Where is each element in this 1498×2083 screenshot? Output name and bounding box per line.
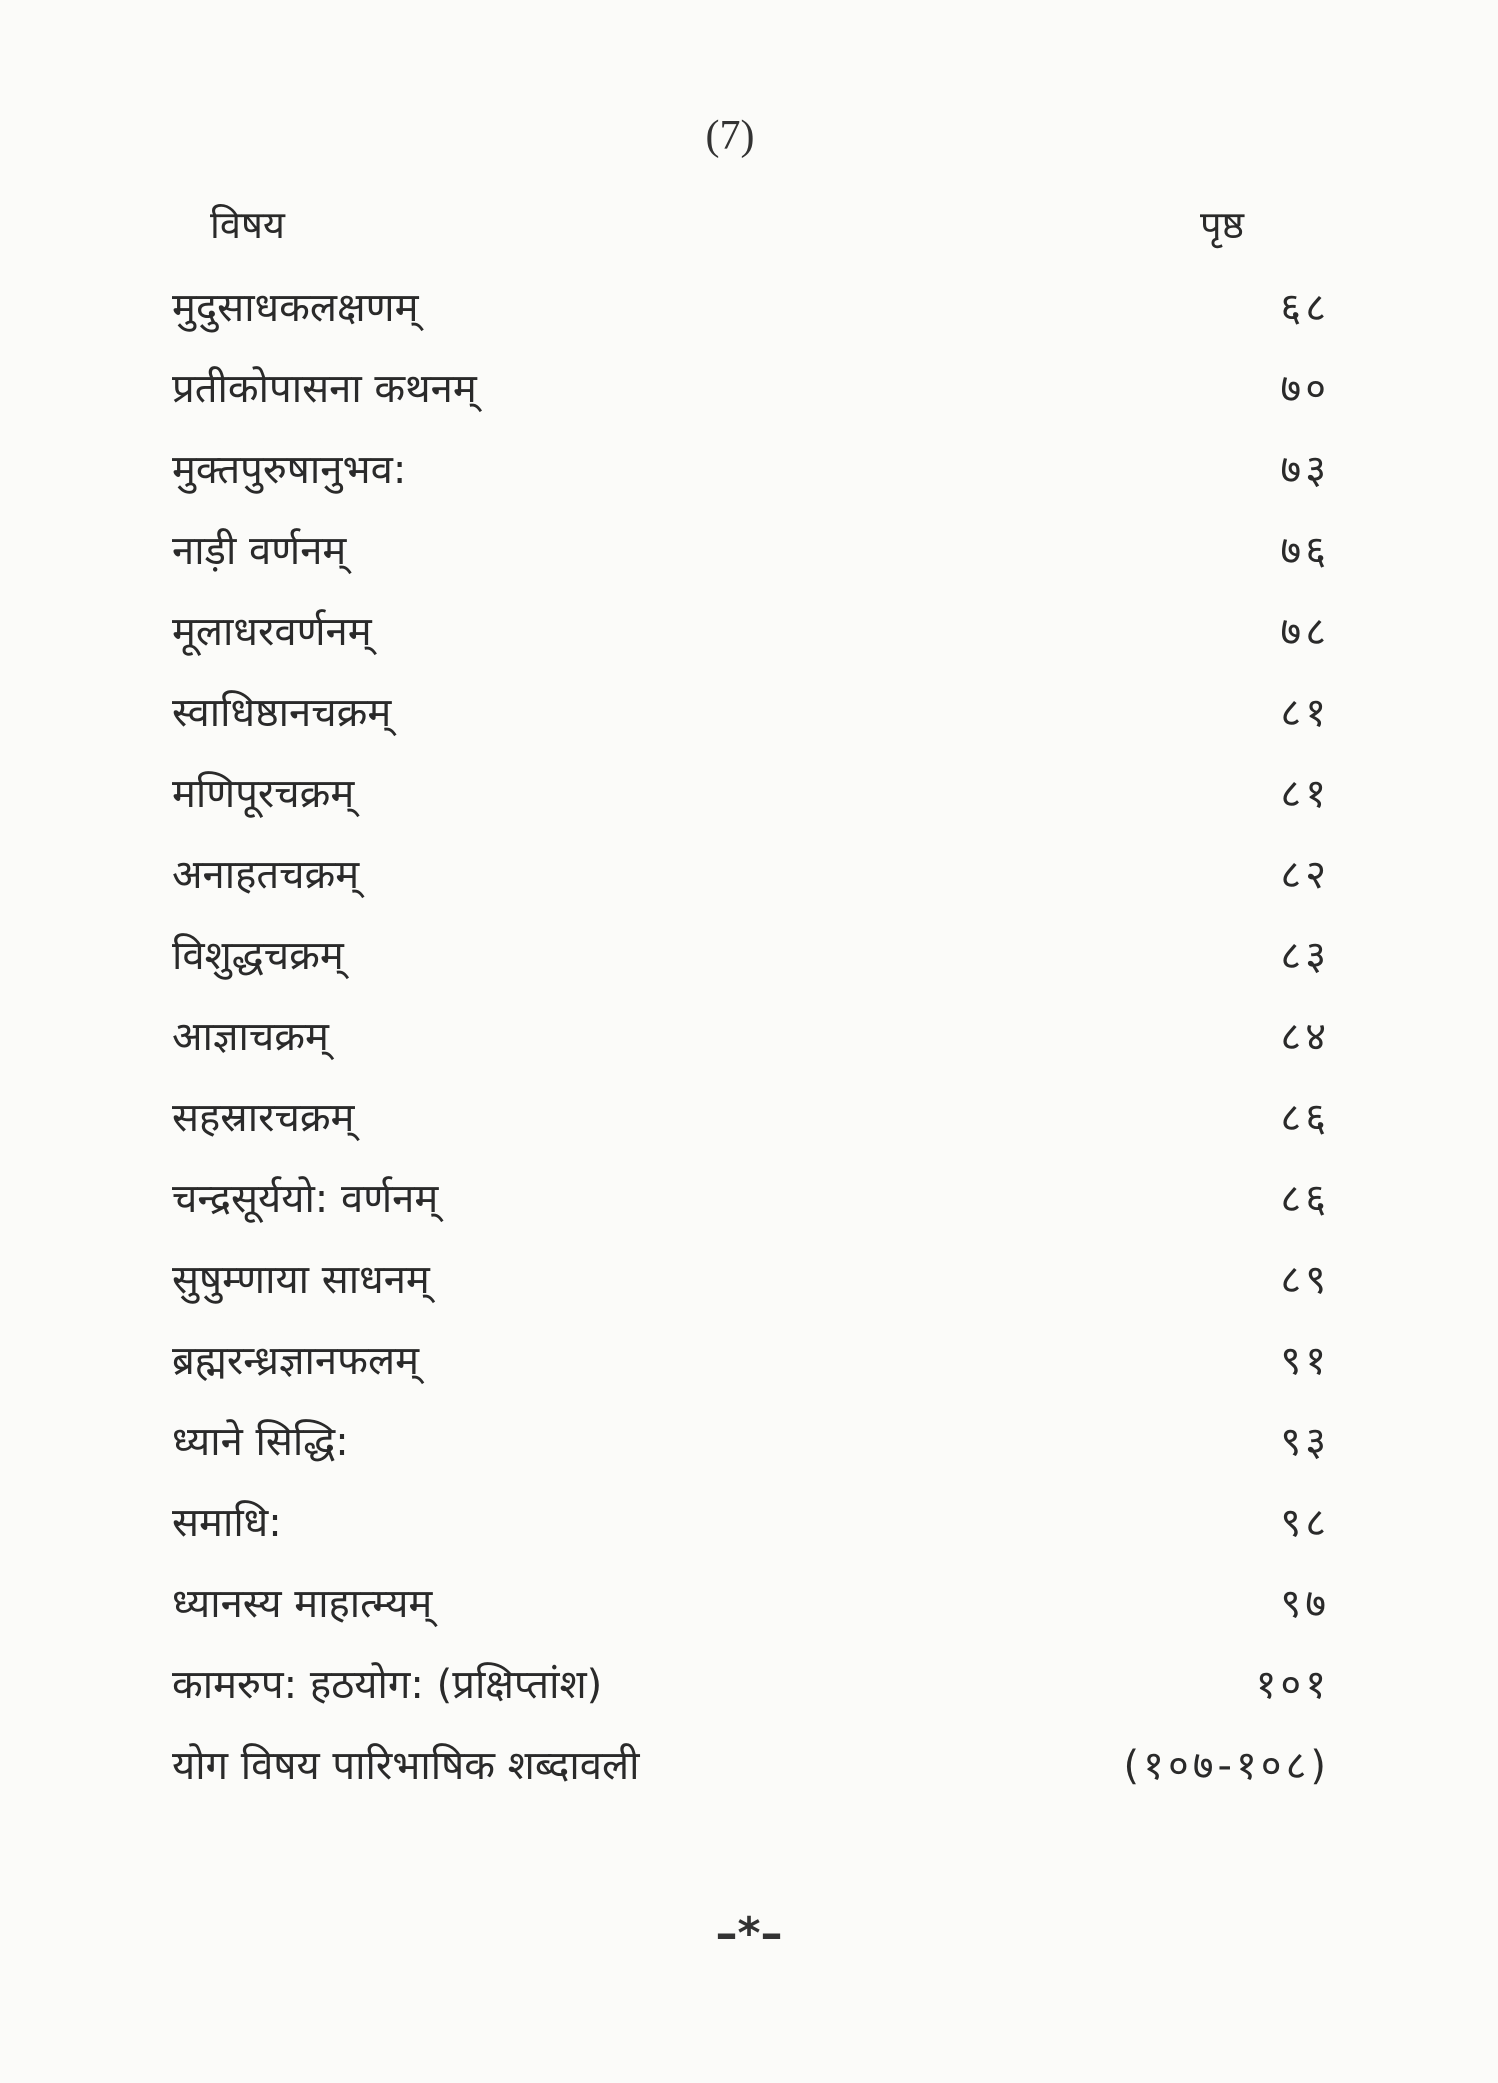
entry-page: १०१ [1255, 1662, 1330, 1708]
entry-page: ८२ [1280, 852, 1330, 898]
entry-title: सुषुम्णाया साधनम् [172, 1257, 430, 1303]
toc-entry [0, 359, 1498, 440]
entry-page: ७३ [1280, 447, 1330, 493]
entry-page: ९१ [1280, 1338, 1330, 1384]
entry-title: मुदुसाधकलक्षणम् [172, 285, 419, 331]
entry-page: ८६ [1280, 1176, 1330, 1222]
toc-entry [0, 602, 1498, 683]
page-column-heading: पृष्ठ [1200, 203, 1244, 247]
toc-entry [0, 1169, 1498, 1250]
toc-entry [0, 683, 1498, 764]
end-mark: –*– [715, 1908, 783, 1959]
toc-entry [0, 1250, 1498, 1331]
toc-entry [0, 1493, 1498, 1574]
entry-title: समाधि: [172, 1500, 282, 1546]
entry-title: स्वाधिष्ठानचक्रम् [172, 690, 392, 736]
entry-title: अनाहतचक्रम् [172, 852, 360, 898]
table-of-contents [0, 278, 1498, 1817]
toc-entry [0, 1088, 1498, 1169]
toc-entry [0, 1655, 1498, 1736]
entry-title: प्रतीकोपासना कथनम् [172, 366, 477, 412]
entry-page: ८१ [1280, 771, 1330, 817]
entry-page: ६८ [1280, 285, 1330, 331]
entry-title: आज्ञाचक्रम् [172, 1014, 329, 1060]
entry-title: नाड़ी वर्णनम् [172, 528, 347, 574]
entry-title: सहस्रारचक्रम् [172, 1095, 355, 1141]
entry-page: ८४ [1280, 1014, 1330, 1060]
entry-title: कामरुप: हठयोग: (प्रक्षिप्तांश) [172, 1662, 603, 1708]
subject-column-heading: विषय [210, 203, 285, 247]
toc-entry [0, 764, 1498, 845]
toc-entry [0, 440, 1498, 521]
toc-entry [0, 1574, 1498, 1655]
entry-page: ९८ [1280, 1500, 1330, 1546]
entry-page: ७० [1280, 366, 1330, 412]
entry-page: ७६ [1280, 528, 1330, 574]
entry-page: ८९ [1280, 1257, 1330, 1303]
toc-entry [0, 926, 1498, 1007]
toc-entry [0, 845, 1498, 926]
entry-title: मणिपूरचक्रम् [172, 771, 355, 817]
entry-title: मुक्तपुरुषानुभव: [172, 447, 407, 493]
toc-entry [0, 1736, 1498, 1817]
entry-page: ८६ [1280, 1095, 1330, 1141]
entry-title: ध्याने सिद्धि: [172, 1419, 349, 1465]
toc-entry [0, 278, 1498, 359]
toc-entry [0, 521, 1498, 602]
entry-title: चन्द्रसूर्ययो: वर्णनम् [172, 1176, 439, 1222]
entry-page: ९७ [1280, 1581, 1330, 1627]
toc-entry [0, 1331, 1498, 1412]
entry-page: ९३ [1280, 1419, 1330, 1465]
entry-page: ८३ [1280, 933, 1330, 979]
entry-title: योग विषय पारिभाषिक शब्दावली [172, 1743, 640, 1789]
entry-title: ध्यानस्य माहात्म्यम् [172, 1581, 433, 1627]
entry-page: (१०७-१०८) [1123, 1743, 1330, 1789]
toc-entry [0, 1412, 1498, 1493]
toc-header [0, 198, 1498, 258]
page-number: (7) [705, 113, 755, 159]
entry-page: ८१ [1280, 690, 1330, 736]
entry-title: ब्रह्मरन्ध्रज्ञानफलम् [172, 1338, 419, 1384]
entry-page: ७८ [1280, 609, 1330, 655]
entry-title: मूलाधरवर्णनम् [172, 609, 372, 655]
entry-title: विशुद्धचक्रम् [172, 933, 344, 979]
toc-entry [0, 1007, 1498, 1088]
